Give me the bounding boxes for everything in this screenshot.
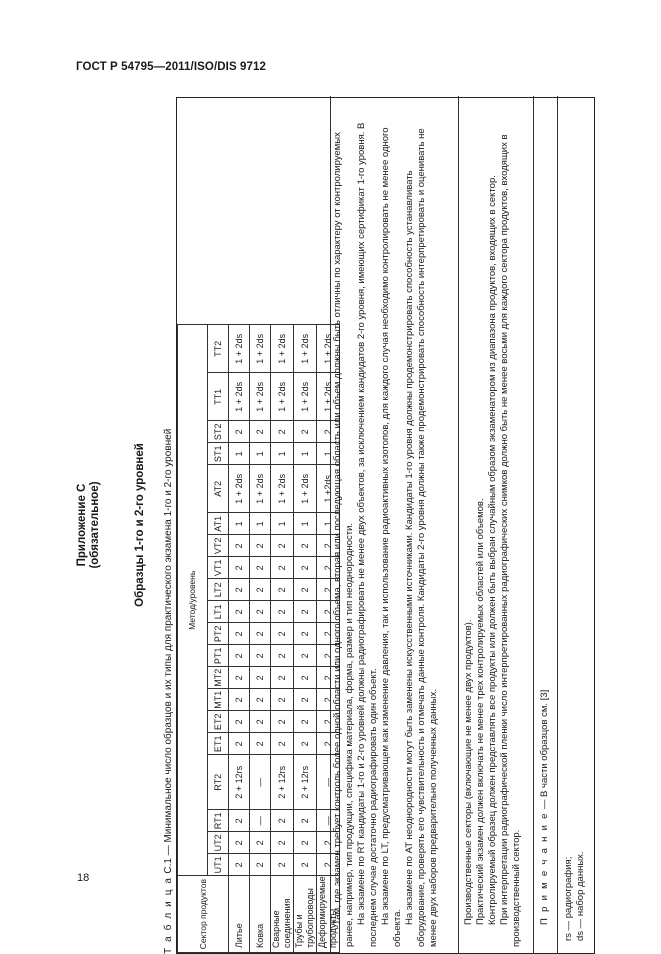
- appendix-status: (обязательное): [89, 481, 101, 569]
- table-cell: 2: [229, 421, 250, 443]
- column-header: VT1: [208, 557, 229, 579]
- column-header: TT1: [208, 373, 229, 421]
- table-cell: 2: [294, 689, 317, 711]
- sector-notes-block: [463, 104, 523, 947]
- table-cell: 1 + 2ds: [229, 373, 250, 421]
- table-cell: 1: [229, 513, 250, 535]
- column-header: AT1: [208, 513, 229, 535]
- table-cell: 1: [294, 513, 317, 535]
- table-cell: 1: [317, 513, 340, 535]
- note-paragraph: На экзамене по AT неоднородности могут быть заменены искусственными источниками. Кандидаты 1-го уровня должны продемонстрировать способность устанавливать оборудование, проверять его чувствительность и отмечать данные контроля. Кандидаты 2-го уровня должны также продемонстрировать способность интерпретировать и оценивать не менее двух наборов предварительно полученных данных.: [404, 128, 439, 947]
- table-cell: 2: [229, 689, 250, 711]
- table-cell: 2: [250, 854, 271, 876]
- table-cell: 2: [317, 579, 340, 601]
- sector-note: При интерпретации радиографической пленки число интерпретированных радиографических снимков должно быть не менее восьми для каждого сектора продуктов, входящих в производственный сектор.: [499, 134, 522, 947]
- table-cell: 2: [294, 645, 317, 667]
- table-cell: 2: [317, 645, 340, 667]
- table-cell: 2: [250, 421, 271, 443]
- table-cell: 2: [294, 733, 317, 755]
- rotated-page-content: [76, 96, 596, 954]
- table-cell: 2: [294, 557, 317, 579]
- table-cell: 1 + 2ds: [294, 373, 317, 421]
- table-cell: 2: [271, 854, 294, 876]
- table-caption: [163, 429, 174, 954]
- remark-label: П р и м е ч а н и е: [539, 811, 550, 925]
- table-cell: 1 + 2ds: [294, 465, 317, 513]
- remark-text: — В части образцов см. [3]: [539, 689, 550, 810]
- table-cell: 1: [229, 443, 250, 465]
- table-cell: 1: [250, 513, 271, 535]
- table-cell: 1 + 2ds: [317, 325, 340, 373]
- table-cell: 2: [317, 601, 340, 623]
- column-header: UT2: [208, 832, 229, 854]
- table-cell: 2: [294, 667, 317, 689]
- column-header: AT2: [208, 465, 229, 513]
- sector-name: Деформируемые продукты: [317, 876, 340, 953]
- table-cell: 2: [271, 579, 294, 601]
- table-cell: 2: [229, 667, 250, 689]
- table-cell: 1 + 2ds: [229, 465, 250, 513]
- table-cell: 2: [317, 667, 340, 689]
- table-cell: 2: [317, 689, 340, 711]
- section-title: Образцы 1-го и 2-го уровней: [134, 443, 146, 607]
- table-cell: 2: [294, 535, 317, 557]
- column-header: TT2: [208, 325, 229, 373]
- table-cell: 2: [271, 810, 294, 832]
- column-header: RT2: [208, 755, 229, 810]
- table-cell: 1 + 2ds: [229, 325, 250, 373]
- divider-line: [533, 96, 534, 953]
- sector-note: Контролируемый образец должен представлять все продукты или должен быть выбран случайным образом экзаменатором из диапазона продуктов, входящих в сектор.: [487, 175, 498, 925]
- table-cell: 2: [317, 832, 340, 854]
- table-cell: 2 + 12rs: [294, 755, 317, 810]
- table-cell: 2 + 12rs: [271, 755, 294, 810]
- sector-name: Сварные соединения: [271, 876, 294, 953]
- column-header: LT1: [208, 601, 229, 623]
- table-cell: 2: [271, 535, 294, 557]
- table-header-row-1: [178, 325, 208, 953]
- legend-text: — набор данных.: [575, 851, 586, 929]
- table-cell: 2: [250, 535, 271, 557]
- table-cell: 2: [271, 645, 294, 667]
- column-header: ST2: [208, 421, 229, 443]
- table-cell: 2: [294, 601, 317, 623]
- table-cell: 1 + 2ds: [250, 373, 271, 421]
- divider-line: [458, 96, 459, 953]
- table-cell: 2: [229, 733, 250, 755]
- divider-line: [330, 96, 331, 953]
- notes-block: [332, 104, 440, 947]
- column-header-row: [208, 325, 229, 953]
- table-cell: —: [250, 755, 271, 810]
- table-cell: 1: [317, 443, 340, 465]
- table-cell: 2: [294, 810, 317, 832]
- table-cell: 2: [250, 667, 271, 689]
- table-row: [250, 325, 271, 953]
- column-header: UT1: [208, 854, 229, 876]
- table-cell: 2 + 12rs: [229, 755, 250, 810]
- table-cell: 2: [294, 832, 317, 854]
- table-cell: 2: [271, 601, 294, 623]
- legend-item: [575, 121, 587, 941]
- table-cell: 2: [250, 711, 271, 733]
- samples-table: [177, 324, 340, 953]
- appendix-heading: [76, 96, 102, 954]
- table-cell: 2: [250, 579, 271, 601]
- table-cell: 1: [271, 513, 294, 535]
- table-cell: 2: [271, 421, 294, 443]
- table-cell: 2: [317, 623, 340, 645]
- table-cell: —: [250, 810, 271, 832]
- column-header: MT1: [208, 689, 229, 711]
- table-row: [294, 325, 317, 953]
- column-header: RT1: [208, 810, 229, 832]
- column-header: ST1: [208, 443, 229, 465]
- table-cell: 2: [250, 689, 271, 711]
- table-cell: 2: [229, 810, 250, 832]
- table-body: [229, 325, 340, 953]
- column-header: VT2: [208, 535, 229, 557]
- table-caption-label: Т а б л и ц а: [163, 876, 174, 954]
- table-cell: 1 + 2ds: [271, 325, 294, 373]
- table-cell: 1 + 2ds: [250, 465, 271, 513]
- table-cell: 2: [229, 645, 250, 667]
- table-cell: 2: [271, 832, 294, 854]
- table-cell: 2: [271, 733, 294, 755]
- sector-note: Производственные секторы (включающие не менее двух продуктов).: [463, 619, 474, 925]
- table-cell: 2: [229, 623, 250, 645]
- table-cell: 2: [271, 689, 294, 711]
- table-cell: 2: [229, 832, 250, 854]
- table-cell: 2: [271, 711, 294, 733]
- note-paragraph: Там, где экзамен требует контроль более одной области или одного объема, вторая или последующая область или объем должны быть отличны по характеру от контролируемых ранее, например, тип продукции, специфика материала, форма, размер и тип неоднородности.: [332, 132, 355, 947]
- note-paragraph: На экзамене по LT, предусматривающем как изменение давления, так и использование радиоактивных изотопов, для каждого случая необходимо контролировать не менее одного объекта.: [380, 127, 403, 947]
- table-cell: 2: [250, 601, 271, 623]
- table-row: [271, 325, 294, 953]
- sector-name: Трубы и трубопроводы: [294, 876, 317, 953]
- table-cell: 1 + 2ds: [294, 325, 317, 373]
- column-header: PT2: [208, 623, 229, 645]
- table-cell: 1 + 2ds: [271, 373, 294, 421]
- sector-name: Ковка: [250, 876, 271, 953]
- column-header: ET2: [208, 711, 229, 733]
- table-cell: 2: [317, 711, 340, 733]
- column-header: MT2: [208, 667, 229, 689]
- corner-header: Сектор продуктов: [178, 876, 229, 953]
- legend-block: [563, 121, 587, 941]
- table-cell: 1: [250, 443, 271, 465]
- table-cell: 2: [250, 832, 271, 854]
- divider-line: [557, 96, 558, 953]
- legend-key: ds: [575, 930, 586, 941]
- document-header: ГОСТ Р 54795—2011/ISO/DIS 9712: [76, 61, 266, 73]
- table-cell: 2: [271, 557, 294, 579]
- page-number: 18: [77, 872, 90, 884]
- legend-text: — радиография;: [563, 856, 574, 931]
- table-cell: 2: [317, 854, 340, 876]
- table-frame: [176, 97, 595, 954]
- legend-key: rs: [563, 933, 574, 941]
- table-cell: 2: [271, 623, 294, 645]
- sector-note: Практический экзамен должен включать не менее трех контролируемых областей или объемов.: [475, 498, 486, 925]
- table-cell: 1 + 2ds: [317, 373, 340, 421]
- column-header: ET1: [208, 733, 229, 755]
- table-cell: 2: [250, 557, 271, 579]
- table-caption-text: — Минимальное число образцов и их типы для практического экзамена 1-го и 2-го уровней: [163, 428, 174, 856]
- table-cell: 2: [294, 623, 317, 645]
- table-cell: 2: [250, 623, 271, 645]
- appendix-title: Приложение С: [76, 483, 88, 567]
- table-cell: —: [317, 810, 340, 832]
- table-cell: 2: [229, 601, 250, 623]
- table-cell: 2: [229, 557, 250, 579]
- table-cell: 2: [317, 421, 340, 443]
- table-cell: —: [317, 755, 340, 810]
- table-cell: 1: [294, 443, 317, 465]
- table-cell: 2: [250, 733, 271, 755]
- column-header: PT1: [208, 645, 229, 667]
- table-cell: 2: [250, 645, 271, 667]
- table-cell: 2: [294, 421, 317, 443]
- column-header: LT2: [208, 579, 229, 601]
- table-cell: 2: [317, 733, 340, 755]
- method-level-header: Метод/уровень: [178, 325, 208, 876]
- table-cell: 1 + 2ds: [250, 325, 271, 373]
- table-cell: 2: [317, 557, 340, 579]
- table-cell: 2: [229, 854, 250, 876]
- table-cell: 2: [294, 854, 317, 876]
- table-cell: 1 + 2ds: [271, 465, 294, 513]
- sector-name: Литье: [229, 876, 250, 953]
- table-cell: 1: [271, 443, 294, 465]
- table-cell: 2: [317, 535, 340, 557]
- table-cell: 2: [294, 711, 317, 733]
- table-cell: 2: [294, 579, 317, 601]
- remark-line: [539, 104, 551, 947]
- note-paragraph: На экзамене по RT кандидаты 1-го и 2-го уровней должны радиографировать не менее двух объектов, за исключением кандидатов 2-го уровня, имеющих сертификат 1-го уровня. В последнем случае достаточно радиографировать один объект.: [356, 122, 379, 947]
- table-cell: 2: [229, 711, 250, 733]
- table-cell: 2: [229, 579, 250, 601]
- table-cell: 2: [271, 667, 294, 689]
- table-caption-number: С.1: [163, 858, 174, 874]
- table-cell: 2: [229, 535, 250, 557]
- table-row: [229, 325, 250, 953]
- table-cell: 1 +2ds: [317, 465, 340, 513]
- legend-item: [563, 121, 575, 941]
